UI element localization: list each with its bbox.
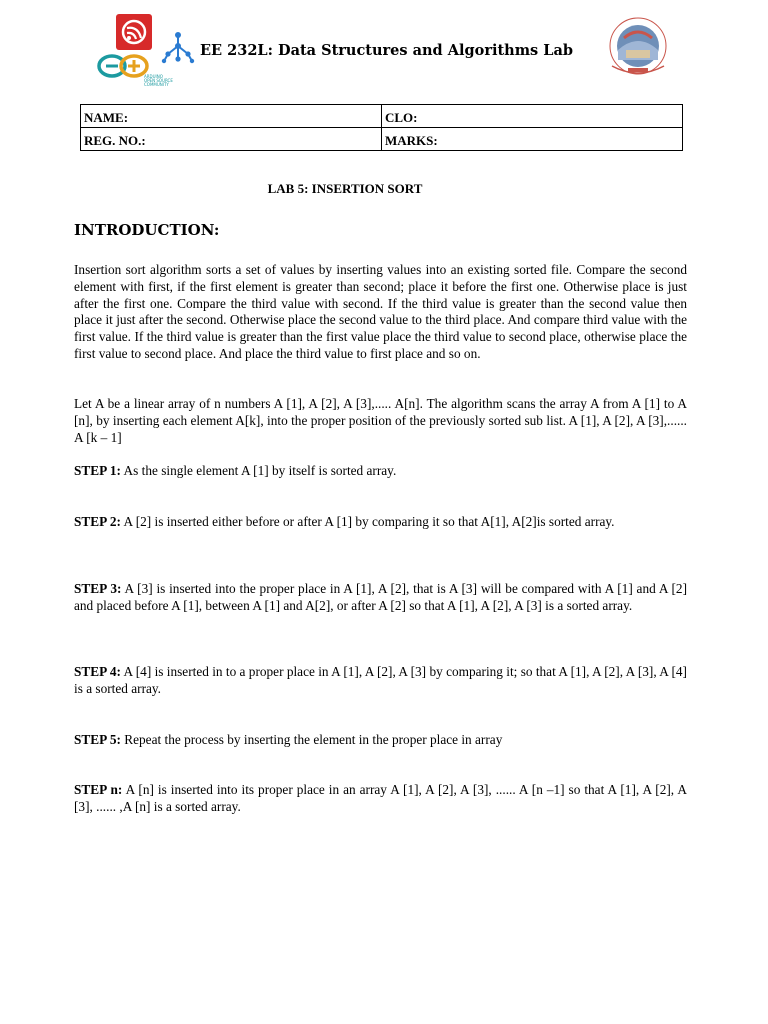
clo-label: CLO: [385,110,418,125]
name-label: NAME: [84,110,129,125]
step-5 [74,732,687,749]
step-4 [74,664,687,698]
name-cell [81,105,382,128]
university-seal-logo [604,16,674,82]
marks-cell [382,128,683,151]
step-label: STEP 2: [74,514,121,529]
marks-label: MARKS: [385,133,438,148]
step-text: A [n] is inserted into its proper place in an array A [1], A [2], A [3], ...... A [n –1] so that A [1], A [2], A [3], ...... ,A [n] is a sorted array. [74,782,687,814]
course-title: EE 232L: Data Structures and Algorithms Lab [200,42,573,59]
arduino-caption-1: ARDUINO [144,74,163,79]
step-text: As the single element A [1] by itself is sorted array. [120,463,397,478]
step-2 [74,514,687,531]
step-3 [74,581,687,615]
array-paragraph: Let A be a linear array of n numbers A [1], A [2], A [3],..... A[n]. The algorithm scans the array A from A [1] to A [n], by inserting each element A[k], into the proper position of the previously sorted sub list. A [1], A [2], A [3],...... A [k – 1] [74,396,687,445]
step-text: A [4] is inserted in to a proper place in A [1], A [2], A [3] by comparing it; so that A [1], A [2], A [3], A [4] is a sorted array. [74,664,687,696]
arduino-caption-2: OPEN SOURCE [144,78,173,83]
table-row [81,105,683,128]
network-tree-logo [160,30,196,66]
step-label: STEP 4: [74,664,121,679]
step-n [74,782,687,816]
table-row [81,128,683,151]
introduction-heading: INTRODUCTION: [74,221,220,239]
step-text: A [3] is inserted into the proper place in A [1], A [2], that is A [3] will be compared with A [1] and A [2] and placed before A [1], between A [1] and A[2], or after A [2] so that A [1], A [2], A [3] is a sorted array. [74,581,687,613]
lab-title: LAB 5: INSERTION SORT [267,181,423,196]
arduino-caption-3: COMMUNITY [144,82,169,86]
document-header [0,0,768,96]
reg-no-label: REG. NO.: [84,133,146,148]
intro-paragraph: Insertion sort algorithm sorts a set of values by inserting values into an existing sorted file. Compare the second element with first, if the first element is greater than second; place it before the first one. Otherwise place is just after the first one. Compare the third value with second. If the third value is greater than the second value then place it just after the second. Otherwise place the second value to the third place. And compare third value with the first value. If the third value is greater than the first value place the third value to second place, otherwise place the first value to second place. And place the third value to first place and so on. [74,262,687,361]
clo-cell [382,105,683,128]
step-text: Repeat the process by inserting the element in the proper place in array [120,732,503,747]
step-label: STEP 5: [74,732,121,747]
step-label: STEP 3: [74,581,122,596]
student-info-table [80,104,683,151]
step-label: STEP n: [74,782,123,797]
step-1 [74,463,687,480]
espressif-logo [116,14,152,50]
step-text: A [2] is inserted either before or after A [1] by comparing it so that A[1], A[2]is sorted array. [120,514,615,529]
step-label: STEP 1: [74,463,121,478]
reg-no-cell [81,128,382,151]
